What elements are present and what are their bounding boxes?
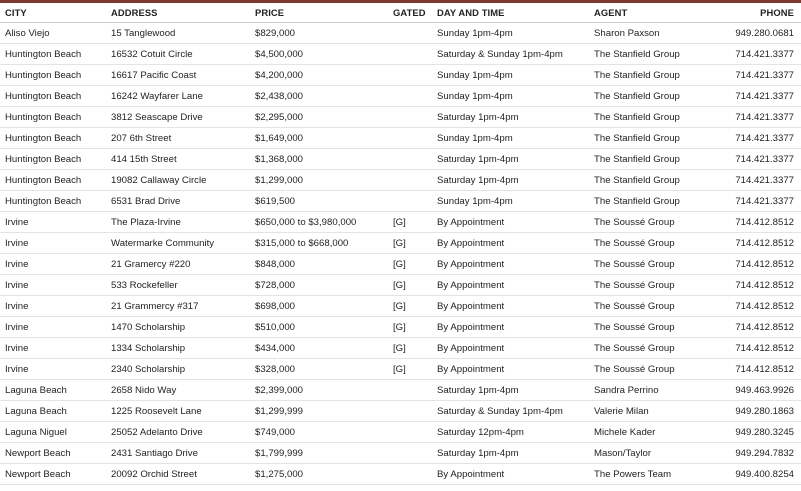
cell-agent: The Stanfield Group [594, 86, 725, 107]
cell-phone: 714.421.3377 [725, 128, 801, 149]
table-body [0, 23, 801, 485]
cell-gated [393, 86, 437, 107]
cell-agent: Mason/Taylor [594, 443, 725, 464]
table-row [0, 233, 801, 254]
cell-gated [393, 44, 437, 65]
table-row [0, 212, 801, 233]
cell-phone: 949.280.3245 [725, 422, 801, 443]
cell-price: $848,000 [255, 254, 393, 275]
cell-price: $2,399,000 [255, 380, 393, 401]
cell-day-time: By Appointment [437, 233, 594, 254]
cell-city: Laguna Beach [0, 380, 111, 401]
cell-day-time: By Appointment [437, 212, 594, 233]
cell-city: Huntington Beach [0, 128, 111, 149]
cell-phone: 714.421.3377 [725, 191, 801, 212]
cell-gated [393, 149, 437, 170]
cell-price: $434,000 [255, 338, 393, 359]
cell-price: $1,368,000 [255, 149, 393, 170]
cell-city: Huntington Beach [0, 170, 111, 191]
cell-phone: 949.280.0681 [725, 23, 801, 44]
table-row [0, 380, 801, 401]
cell-day-time: Sunday 1pm-4pm [437, 128, 594, 149]
cell-address: 2658 Nido Way [111, 380, 255, 401]
cell-agent: Sharon Paxson [594, 23, 725, 44]
cell-gated: [G] [393, 317, 437, 338]
cell-agent: The Stanfield Group [594, 191, 725, 212]
table-row [0, 149, 801, 170]
column-header-gated: GATED [393, 3, 437, 23]
cell-address: 207 6th Street [111, 128, 255, 149]
cell-address: Watermarke Community [111, 233, 255, 254]
header-row [0, 3, 801, 23]
cell-day-time: By Appointment [437, 464, 594, 485]
cell-day-time: By Appointment [437, 359, 594, 380]
cell-agent: The Stanfield Group [594, 107, 725, 128]
table-row [0, 86, 801, 107]
cell-gated [393, 380, 437, 401]
cell-agent: The Soussé Group [594, 212, 725, 233]
cell-address: 2431 Santiago Drive [111, 443, 255, 464]
cell-agent: The Soussé Group [594, 359, 725, 380]
cell-agent: The Stanfield Group [594, 170, 725, 191]
cell-agent: The Soussé Group [594, 254, 725, 275]
cell-city: Irvine [0, 317, 111, 338]
table-row [0, 359, 801, 380]
cell-phone: 714.421.3377 [725, 44, 801, 65]
cell-gated: [G] [393, 338, 437, 359]
cell-address: 1225 Roosevelt Lane [111, 401, 255, 422]
cell-price: $650,000 to $3,980,000 [255, 212, 393, 233]
cell-price: $619,500 [255, 191, 393, 212]
cell-address: The Plaza-Irvine [111, 212, 255, 233]
cell-phone: 714.412.8512 [725, 317, 801, 338]
cell-phone: 714.412.8512 [725, 296, 801, 317]
cell-price: $749,000 [255, 422, 393, 443]
cell-day-time: Saturday & Sunday 1pm-4pm [437, 401, 594, 422]
cell-agent: The Soussé Group [594, 275, 725, 296]
cell-address: 1470 Scholarship [111, 317, 255, 338]
cell-address: 3812 Seascape Drive [111, 107, 255, 128]
column-header-day-time: DAY AND TIME [437, 3, 594, 23]
cell-city: Huntington Beach [0, 65, 111, 86]
cell-city: Huntington Beach [0, 44, 111, 65]
table-row [0, 296, 801, 317]
cell-phone: 714.412.8512 [725, 233, 801, 254]
cell-gated [393, 464, 437, 485]
cell-agent: Valerie Milan [594, 401, 725, 422]
table-row [0, 107, 801, 128]
column-header-phone: PHONE [725, 3, 801, 23]
table-row [0, 338, 801, 359]
cell-city: Irvine [0, 212, 111, 233]
cell-price: $698,000 [255, 296, 393, 317]
cell-day-time: Saturday 1pm-4pm [437, 380, 594, 401]
cell-city: Huntington Beach [0, 191, 111, 212]
cell-gated: [G] [393, 275, 437, 296]
cell-agent: The Stanfield Group [594, 65, 725, 86]
cell-agent: Sandra Perrino [594, 380, 725, 401]
cell-gated [393, 107, 437, 128]
table-row [0, 317, 801, 338]
cell-address: 414 15th Street [111, 149, 255, 170]
cell-gated [393, 422, 437, 443]
cell-phone: 714.421.3377 [725, 170, 801, 191]
cell-day-time: Sunday 1pm-4pm [437, 86, 594, 107]
cell-agent: The Stanfield Group [594, 128, 725, 149]
cell-address: 533 Rockefeller [111, 275, 255, 296]
cell-city: Irvine [0, 338, 111, 359]
cell-city: Laguna Niguel [0, 422, 111, 443]
cell-day-time: Saturday 1pm-4pm [437, 149, 594, 170]
cell-day-time: Saturday 1pm-4pm [437, 443, 594, 464]
table-row [0, 275, 801, 296]
cell-agent: Michele Kader [594, 422, 725, 443]
cell-city: Huntington Beach [0, 107, 111, 128]
cell-price: $1,299,000 [255, 170, 393, 191]
cell-address: 16532 Cotuit Circle [111, 44, 255, 65]
cell-agent: The Soussé Group [594, 233, 725, 254]
cell-gated: [G] [393, 254, 437, 275]
cell-price: $4,500,000 [255, 44, 393, 65]
cell-address: 16242 Wayfarer Lane [111, 86, 255, 107]
column-header-city: CITY [0, 3, 111, 23]
cell-agent: The Stanfield Group [594, 149, 725, 170]
table-row [0, 401, 801, 422]
cell-phone: 714.412.8512 [725, 359, 801, 380]
cell-city: Irvine [0, 359, 111, 380]
cell-phone: 714.421.3377 [725, 86, 801, 107]
cell-city: Huntington Beach [0, 86, 111, 107]
cell-address: 16617 Pacific Coast [111, 65, 255, 86]
cell-day-time: Sunday 1pm-4pm [437, 191, 594, 212]
cell-agent: The Soussé Group [594, 296, 725, 317]
cell-day-time: Saturday & Sunday 1pm-4pm [437, 44, 594, 65]
cell-address: 25052 Adelanto Drive [111, 422, 255, 443]
cell-price: $829,000 [255, 23, 393, 44]
cell-day-time: Saturday 12pm-4pm [437, 422, 594, 443]
cell-phone: 714.412.8512 [725, 338, 801, 359]
cell-phone: 714.412.8512 [725, 212, 801, 233]
table-row [0, 464, 801, 485]
cell-city: Aliso Viejo [0, 23, 111, 44]
cell-city: Newport Beach [0, 464, 111, 485]
cell-phone: 714.412.8512 [725, 254, 801, 275]
table-row [0, 254, 801, 275]
column-header-address: ADDRESS [111, 3, 255, 23]
cell-gated [393, 65, 437, 86]
cell-day-time: By Appointment [437, 254, 594, 275]
cell-price: $2,295,000 [255, 107, 393, 128]
cell-day-time: By Appointment [437, 317, 594, 338]
cell-city: Huntington Beach [0, 149, 111, 170]
cell-city: Laguna Beach [0, 401, 111, 422]
cell-gated [393, 23, 437, 44]
cell-phone: 714.421.3377 [725, 107, 801, 128]
cell-price: $1,275,000 [255, 464, 393, 485]
cell-gated: [G] [393, 296, 437, 317]
open-house-table [0, 3, 801, 485]
table-row [0, 65, 801, 86]
cell-gated [393, 170, 437, 191]
cell-address: 6531 Brad Drive [111, 191, 255, 212]
cell-address: 20092 Orchid Street [111, 464, 255, 485]
cell-gated: [G] [393, 359, 437, 380]
table-row [0, 128, 801, 149]
cell-city: Irvine [0, 254, 111, 275]
cell-day-time: Sunday 1pm-4pm [437, 65, 594, 86]
cell-phone: 949.400.8254 [725, 464, 801, 485]
cell-address: 19082 Callaway Circle [111, 170, 255, 191]
cell-day-time: Saturday 1pm-4pm [437, 107, 594, 128]
cell-gated: [G] [393, 233, 437, 254]
column-header-price: PRICE [255, 3, 393, 23]
table-row [0, 170, 801, 191]
cell-address: 21 Gramercy #220 [111, 254, 255, 275]
cell-price: $4,200,000 [255, 65, 393, 86]
cell-phone: 949.294.7832 [725, 443, 801, 464]
cell-agent: The Soussé Group [594, 338, 725, 359]
cell-address: 1334 Scholarship [111, 338, 255, 359]
cell-price: $1,799,999 [255, 443, 393, 464]
cell-agent: The Soussé Group [594, 317, 725, 338]
cell-address: 2340 Scholarship [111, 359, 255, 380]
cell-agent: The Stanfield Group [594, 44, 725, 65]
cell-gated: [G] [393, 212, 437, 233]
column-header-agent: AGENT [594, 3, 725, 23]
cell-city: Newport Beach [0, 443, 111, 464]
cell-day-time: By Appointment [437, 338, 594, 359]
cell-day-time: Sunday 1pm-4pm [437, 23, 594, 44]
cell-agent: The Powers Team [594, 464, 725, 485]
cell-price: $2,438,000 [255, 86, 393, 107]
cell-phone: 714.421.3377 [725, 149, 801, 170]
table-row [0, 422, 801, 443]
cell-gated [393, 191, 437, 212]
cell-city: Irvine [0, 233, 111, 254]
cell-day-time: Saturday 1pm-4pm [437, 170, 594, 191]
cell-price: $328,000 [255, 359, 393, 380]
table-row [0, 443, 801, 464]
cell-phone: 949.463.9926 [725, 380, 801, 401]
cell-day-time: By Appointment [437, 296, 594, 317]
cell-price: $1,649,000 [255, 128, 393, 149]
cell-gated [393, 443, 437, 464]
cell-address: 21 Grammercy #317 [111, 296, 255, 317]
cell-price: $510,000 [255, 317, 393, 338]
table-row [0, 191, 801, 212]
cell-price: $315,000 to $668,000 [255, 233, 393, 254]
cell-gated [393, 401, 437, 422]
cell-phone: 949.280.1863 [725, 401, 801, 422]
cell-phone: 714.421.3377 [725, 65, 801, 86]
cell-address: 15 Tanglewood [111, 23, 255, 44]
table-row [0, 23, 801, 44]
table-header [0, 3, 801, 23]
table-row [0, 44, 801, 65]
cell-city: Irvine [0, 296, 111, 317]
cell-price: $1,299,999 [255, 401, 393, 422]
cell-gated [393, 128, 437, 149]
cell-phone: 714.412.8512 [725, 275, 801, 296]
cell-price: $728,000 [255, 275, 393, 296]
cell-day-time: By Appointment [437, 275, 594, 296]
cell-city: Irvine [0, 275, 111, 296]
